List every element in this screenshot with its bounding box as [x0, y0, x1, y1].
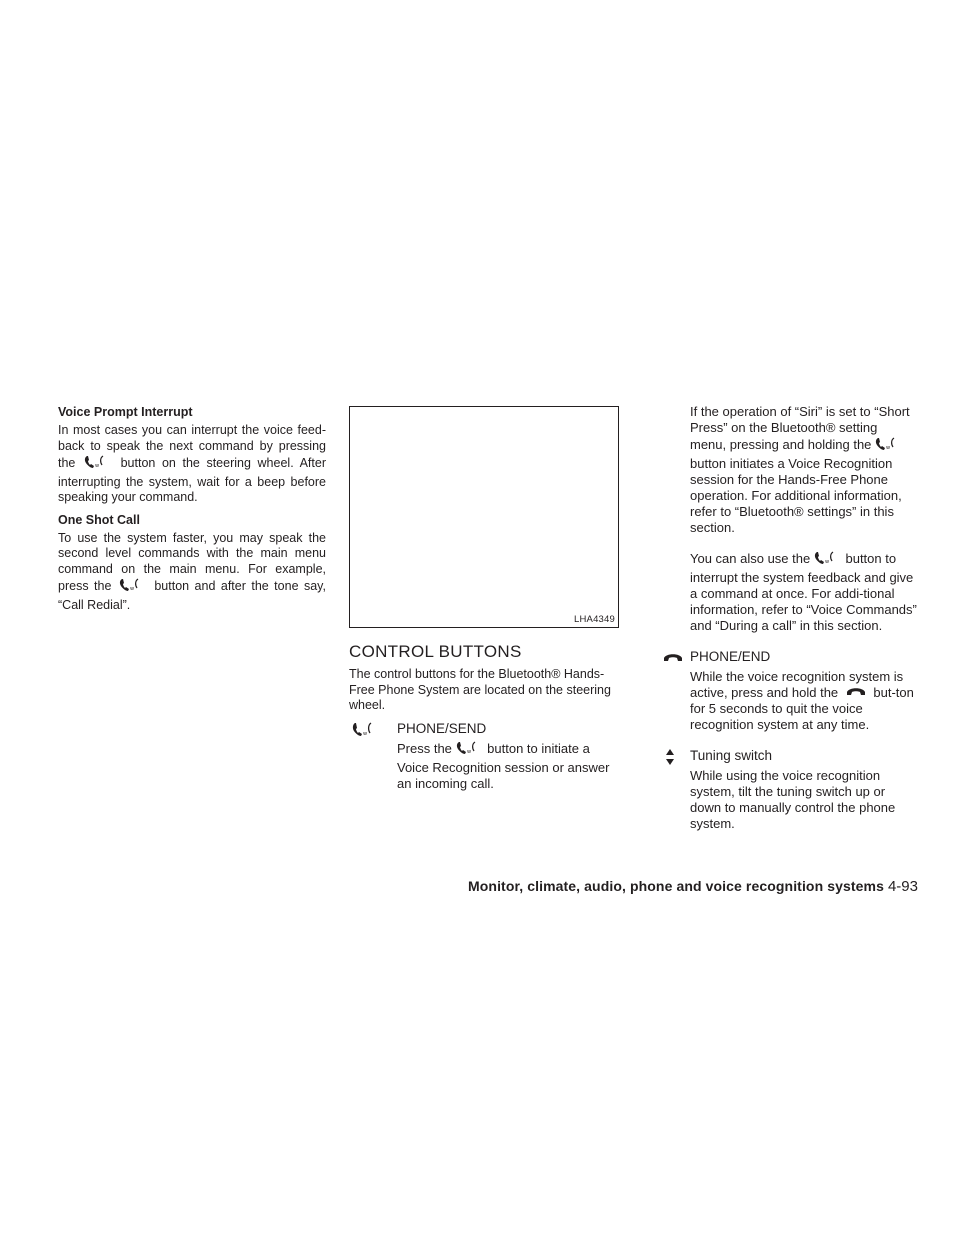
right-column [642, 404, 917, 846]
one-shot-call-heading: One Shot Call [58, 512, 140, 527]
phone-end-item [690, 648, 917, 733]
page-footer [468, 878, 918, 895]
control-buttons-intro: The control buttons for the Bluetooth® Hands-Free Phone System are located on the steering wheel. [349, 667, 611, 712]
middle-column [349, 406, 621, 802]
figure-code: LHA4349 [573, 614, 615, 625]
phone-send-item [349, 720, 621, 792]
tuning-switch-icon [665, 749, 675, 770]
tuning-switch-title: Tuning switch [690, 748, 773, 763]
phone-send-icon [84, 454, 112, 475]
tuning-switch-text: While using the voice recognition system, tilt the tuning switch up or down to manually control the phone system. [690, 768, 896, 831]
interrupt-text-before: You can also use the [690, 551, 811, 566]
one-shot-text-after: button and after the tone say, “Call Redial”. [58, 579, 326, 612]
phone-end-text [690, 669, 917, 733]
phone-send-icon [119, 577, 147, 598]
one-shot-call-text [58, 531, 326, 614]
left-column [58, 404, 326, 619]
phone-send-icon [875, 436, 903, 456]
one-shot-text-before: To use the system faster, you may speak the second level commands with the main menu command on the main menu. For example, press the [58, 530, 326, 593]
svg-text:w: w [824, 559, 829, 565]
phone-end-icon [846, 685, 866, 701]
svg-text:w: w [363, 730, 368, 737]
phone-end-title: PHONE/END [690, 649, 771, 664]
voice-prompt-interrupt-text [58, 423, 326, 506]
phone-send-text [397, 740, 621, 792]
siri-paragraph [690, 404, 917, 536]
interrupt-paragraph [690, 550, 917, 634]
phone-end-text-after: but-ton for 5 seconds to quit the voice recognition system at any time. [690, 685, 914, 732]
voice-prompt-interrupt-heading: Voice Prompt Interrupt [58, 405, 193, 419]
phone-send-icon [351, 721, 377, 744]
svg-text:w: w [95, 463, 100, 469]
phone-send-text-after: button to initiate a Voice Recognition session or answer an incoming call. [397, 740, 610, 791]
voice-prompt-text-after: button on the steering wheel. After interrupting the system, wait for a beep before speaking your command. [58, 456, 326, 504]
svg-text:w: w [129, 586, 134, 592]
control-buttons-title: CONTROL BUTTONS [349, 642, 522, 661]
footer-section-name: Monitor, climate, audio, phone and voice recognition systems [468, 878, 884, 894]
phone-send-title: PHONE/SEND [397, 720, 487, 736]
siri-text-after: button initiates a Voice Recognition session for the Hands-Free Phone operation. For additional information, refer to “Bluetooth® settings” in this section. [690, 456, 902, 535]
siri-text-before: If the operation of “Siri” is set to “Short Press” on the Bluetooth® setting menu, pressing and holding the [690, 404, 910, 452]
phone-send-icon [814, 550, 842, 570]
phone-send-text-before: Press the [397, 740, 452, 756]
page-number: 4-93 [887, 878, 918, 895]
steering-wheel-figure [349, 406, 619, 628]
phone-end-text-before: While the voice recognition system is active, press and hold the [690, 669, 904, 700]
interrupt-text-after: button to interrupt the system feedback and give a command at once. For addi-tional information, refer to “Voice Commands” and “During a call” in this section. [690, 551, 917, 633]
voice-prompt-text-before: In most cases you can interrupt the voice feed-back to speak the next command by pressing the [58, 423, 326, 470]
svg-text:w: w [466, 748, 471, 755]
phone-send-icon [456, 740, 484, 760]
tuning-switch-item [690, 747, 917, 832]
phone-end-icon [663, 650, 683, 668]
svg-text:w: w [886, 445, 891, 451]
